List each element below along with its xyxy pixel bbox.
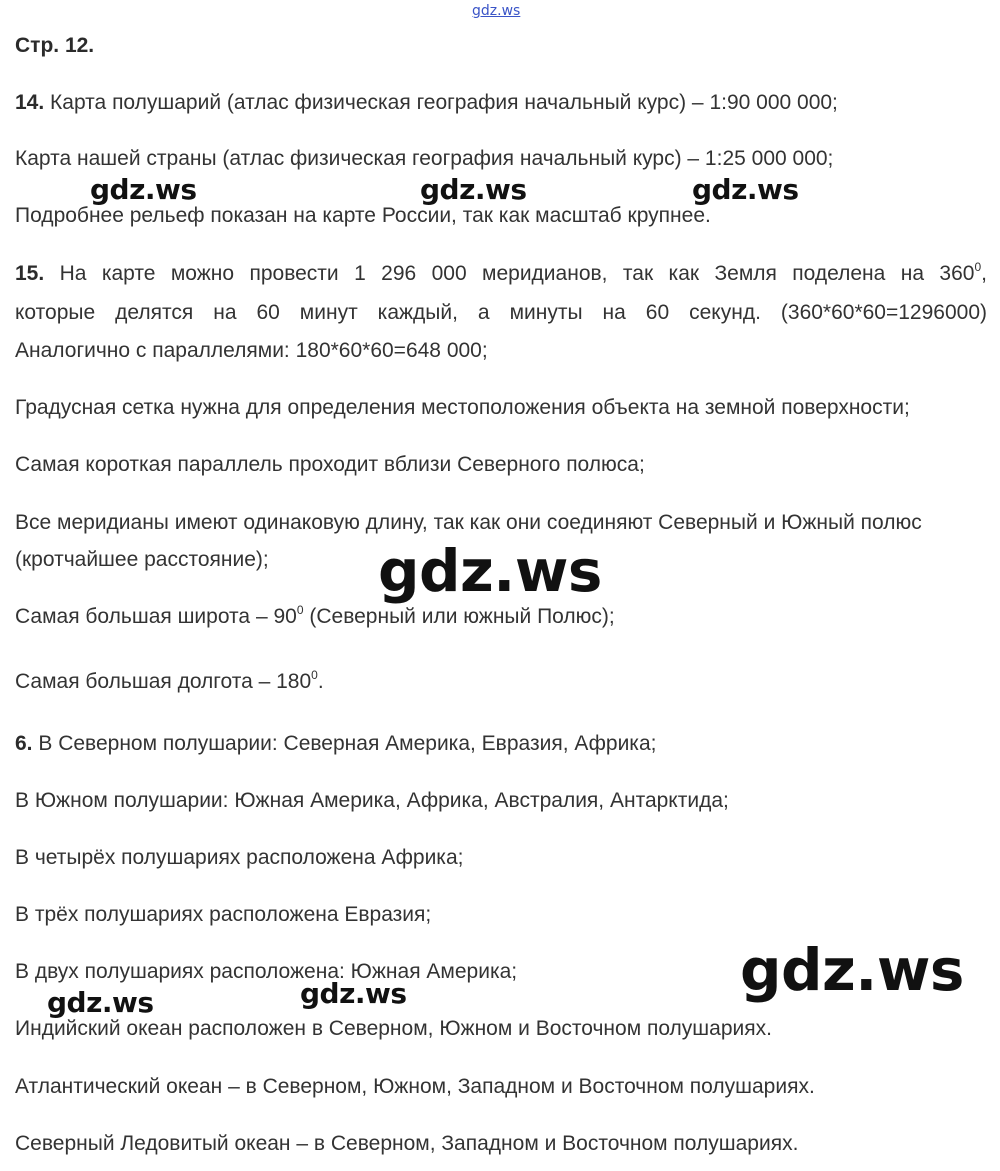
shortest-parallel-line: Самая короткая параллель проходит вблизи Северного полюса; [15, 453, 645, 476]
degree-sup: 0 [296, 603, 304, 617]
indian-ocean-line: Индийский океан расположен в Северном, Южном и Восточном полушариях. [15, 1017, 772, 1040]
answer-14-number: 14. [15, 91, 45, 114]
answer-15-line-2: которые делятся на 60 минут каждый, а минуты на 60 секунд. (360*60*60=1296000) [15, 301, 987, 324]
watermark: gdz.ws [420, 173, 527, 206]
answer-6-text: В Северном полушарии: Северная Америка, Евразия, Африка; [32, 732, 657, 755]
answer-14-line-3: Подробнее рельеф показан на карте России, так как масштаб крупнее. [15, 204, 711, 227]
page-label [15, 34, 94, 58]
answer-14-line-1 [15, 91, 838, 115]
arctic-ocean-line: Северный Ледовитый океан – в Северном, Западном и Восточном полушариях. [15, 1132, 799, 1155]
watermark-link-top[interactable]: gdz.ws [472, 3, 521, 19]
page-label-text: Стр. 12. [15, 34, 95, 57]
watermark: gdz.ws [378, 537, 602, 605]
four-hemispheres-line: В четырёх полушариях расположена Африка; [15, 846, 464, 869]
answer-15-number: 15. [15, 262, 45, 285]
meridians-line-1: Все меридианы имеют одинаковую длину, так как они соединяют Северный и Южный полюс [15, 511, 922, 534]
watermark: gdz.ws [90, 173, 197, 206]
two-hemispheres-line: В двух полушариях расположена: Южная Америка; [15, 960, 518, 983]
degree-sup: 0 [974, 260, 982, 274]
answer-6-line-1 [15, 732, 656, 756]
answer-14-line-2: Карта нашей страны (атлас физическая география начальный курс) – 1:25 000 000; [15, 147, 834, 170]
answer-15-text: На карте можно провести 1 296 000 меридианов, так как Земля поделена на 360 [44, 262, 975, 285]
south-hemisphere-line: В Южном полушарии: Южная Америка, Африка, Австралия, Антарктида; [15, 789, 729, 812]
longitude-text: Самая большая долгота – 180 [15, 670, 312, 693]
atlantic-ocean-line: Атлантический океан – в Северном, Южном, Западном и Восточном полушариях. [15, 1075, 815, 1098]
longitude-text-end: . [317, 670, 324, 693]
answer-6-number: 6. [15, 732, 33, 755]
answer-14-text: Карта полушарий (атлас физическая география начальный курс) – 1:90 000 000; [44, 91, 838, 114]
answer-15-line-3: Аналогично с параллелями: 180*60*60=648 000; [15, 339, 488, 362]
grid-line: Градусная сетка нужна для определения местоположения объекта на земной поверхности; [15, 396, 910, 419]
three-hemispheres-line: В трёх полушариях расположена Евразия; [15, 903, 432, 926]
answer-15-comma: , [981, 262, 987, 285]
answer-15-line-1 [15, 262, 987, 286]
watermark: gdz.ws [47, 986, 154, 1019]
degree-sup: 0 [311, 668, 318, 682]
longitude-line [15, 670, 324, 694]
watermark: gdz.ws [692, 173, 799, 206]
latitude-text-end: (Северный или южный Полюс); [303, 605, 615, 628]
meridians-line-2: (кротчайшее расстояние); [15, 548, 269, 571]
watermark: gdz.ws [300, 977, 407, 1010]
latitude-line [15, 605, 615, 629]
latitude-text: Самая большая широта – 90 [15, 605, 297, 628]
watermark: gdz.ws [740, 936, 964, 1004]
